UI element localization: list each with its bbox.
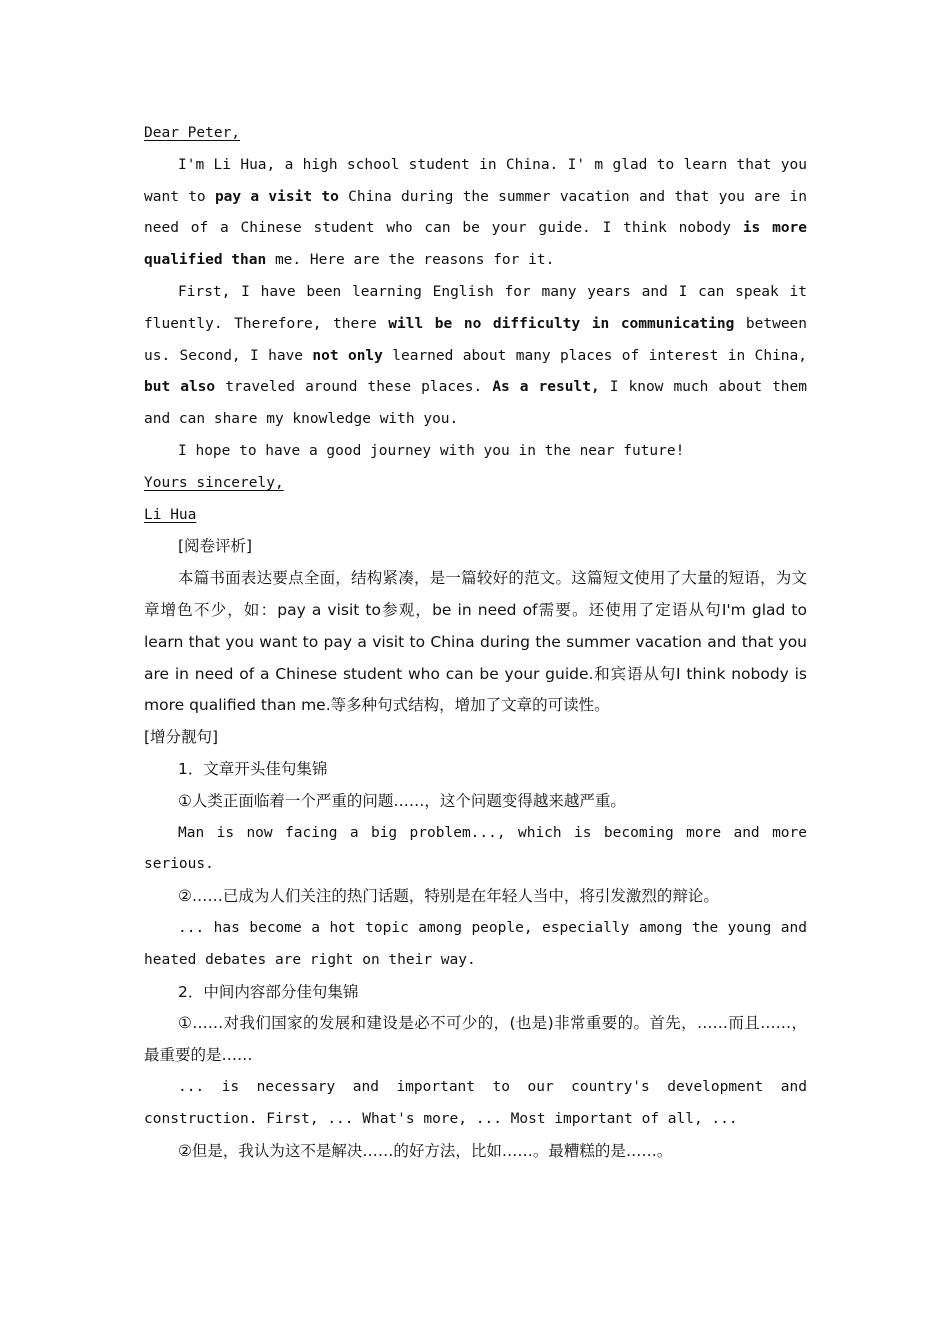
section-1-item-1-en: Man is now facing a big problem..., which is becoming more and more serious.	[144, 824, 807, 873]
text-run: China during the summer vacation and that you are in need of a Chinese student who can be your guide. I think nobody	[144, 188, 808, 237]
section-1-item-2-cn: ②……已成为人们关注的热门话题，特别是在年轻人当中，将引发激烈的辩论。	[178, 887, 719, 906]
letter-closing	[144, 468, 807, 500]
text-run: I know much about them and can share my knowledge with you.	[144, 379, 807, 428]
letter-paragraph-3: I hope to have a good journey with you in the near future!	[178, 442, 685, 459]
bold-phrase: will be no difficulty in communicating	[388, 315, 735, 332]
text-run: between us. Second, I have	[144, 315, 808, 364]
section-2-item-1-en: ... is necessary and important to our country's development and construction. First, ... What's more, ... Most important of all, ...	[144, 1078, 807, 1127]
text-run: I'm Li Hua, a high school student in China. I' m glad to learn that you want to	[144, 156, 807, 205]
closing-text: Yours sincerely,	[144, 474, 284, 491]
bold-phrase: is more qualified than	[144, 220, 808, 269]
text-run: traveled around these places.	[215, 379, 493, 396]
bold-phrase: As a result,	[492, 379, 600, 396]
section-2-title: 2．中间内容部分佳句集锦	[178, 982, 359, 1001]
letter-paragraph-1	[144, 150, 807, 277]
bold-phrase: pay a visit to	[214, 188, 339, 205]
section-2-item-2-cn: ②但是，我认为这不是解决……的好方法，比如……。最糟糕的是……。	[178, 1141, 673, 1160]
text-run: First, I have been learning English for many years and I can speak it fluently. Therefore, there	[144, 283, 807, 332]
salutation-text: Dear Peter,	[144, 125, 241, 141]
bold-phrase: not only	[312, 347, 383, 364]
section-2-item-1-cn: ①……对我们国家的发展和建设是必不可少的，(也是)非常重要的。首先，……而且……，最重要的是……	[144, 1014, 807, 1065]
letter-salutation	[144, 118, 807, 150]
letter-paragraph-2	[144, 277, 807, 436]
signature-text: Li Hua	[144, 506, 197, 523]
letter-signature	[144, 500, 807, 532]
text-run: learned about many places of interest in China,	[382, 347, 807, 364]
section-1-item-2-en: ... has become a hot topic among people, especially among the young and heated debates are right on their way.	[144, 919, 807, 968]
text-run: me. Here are the reasons for it.	[266, 252, 555, 269]
review-body: 本篇书面表达要点全面，结构紧凑，是一篇较好的范文。这篇短文使用了大量的短语，为文章增色不少，如：pay a visit to参观，be in need of需要。还使用了定语从句I'm glad to learn that you want to pay a visit to China during the summer vacation and that you are in need of a Chinese student who can be your guide.和宾语从句I think nobody is more qualified than me.等多种句式结构，增加了文章的可读性。	[144, 569, 807, 715]
section-1-title: 1．文章开头佳句集锦	[178, 759, 328, 778]
review-heading: [阅卷评析]	[178, 537, 253, 556]
section-1-item-1-cn: ①人类正面临着一个严重的问题……，这个问题变得越来越严重。	[178, 791, 626, 810]
bonus-heading: [增分靓句]	[144, 728, 219, 747]
bold-phrase: but also	[144, 379, 216, 396]
document-page	[144, 118, 807, 1167]
